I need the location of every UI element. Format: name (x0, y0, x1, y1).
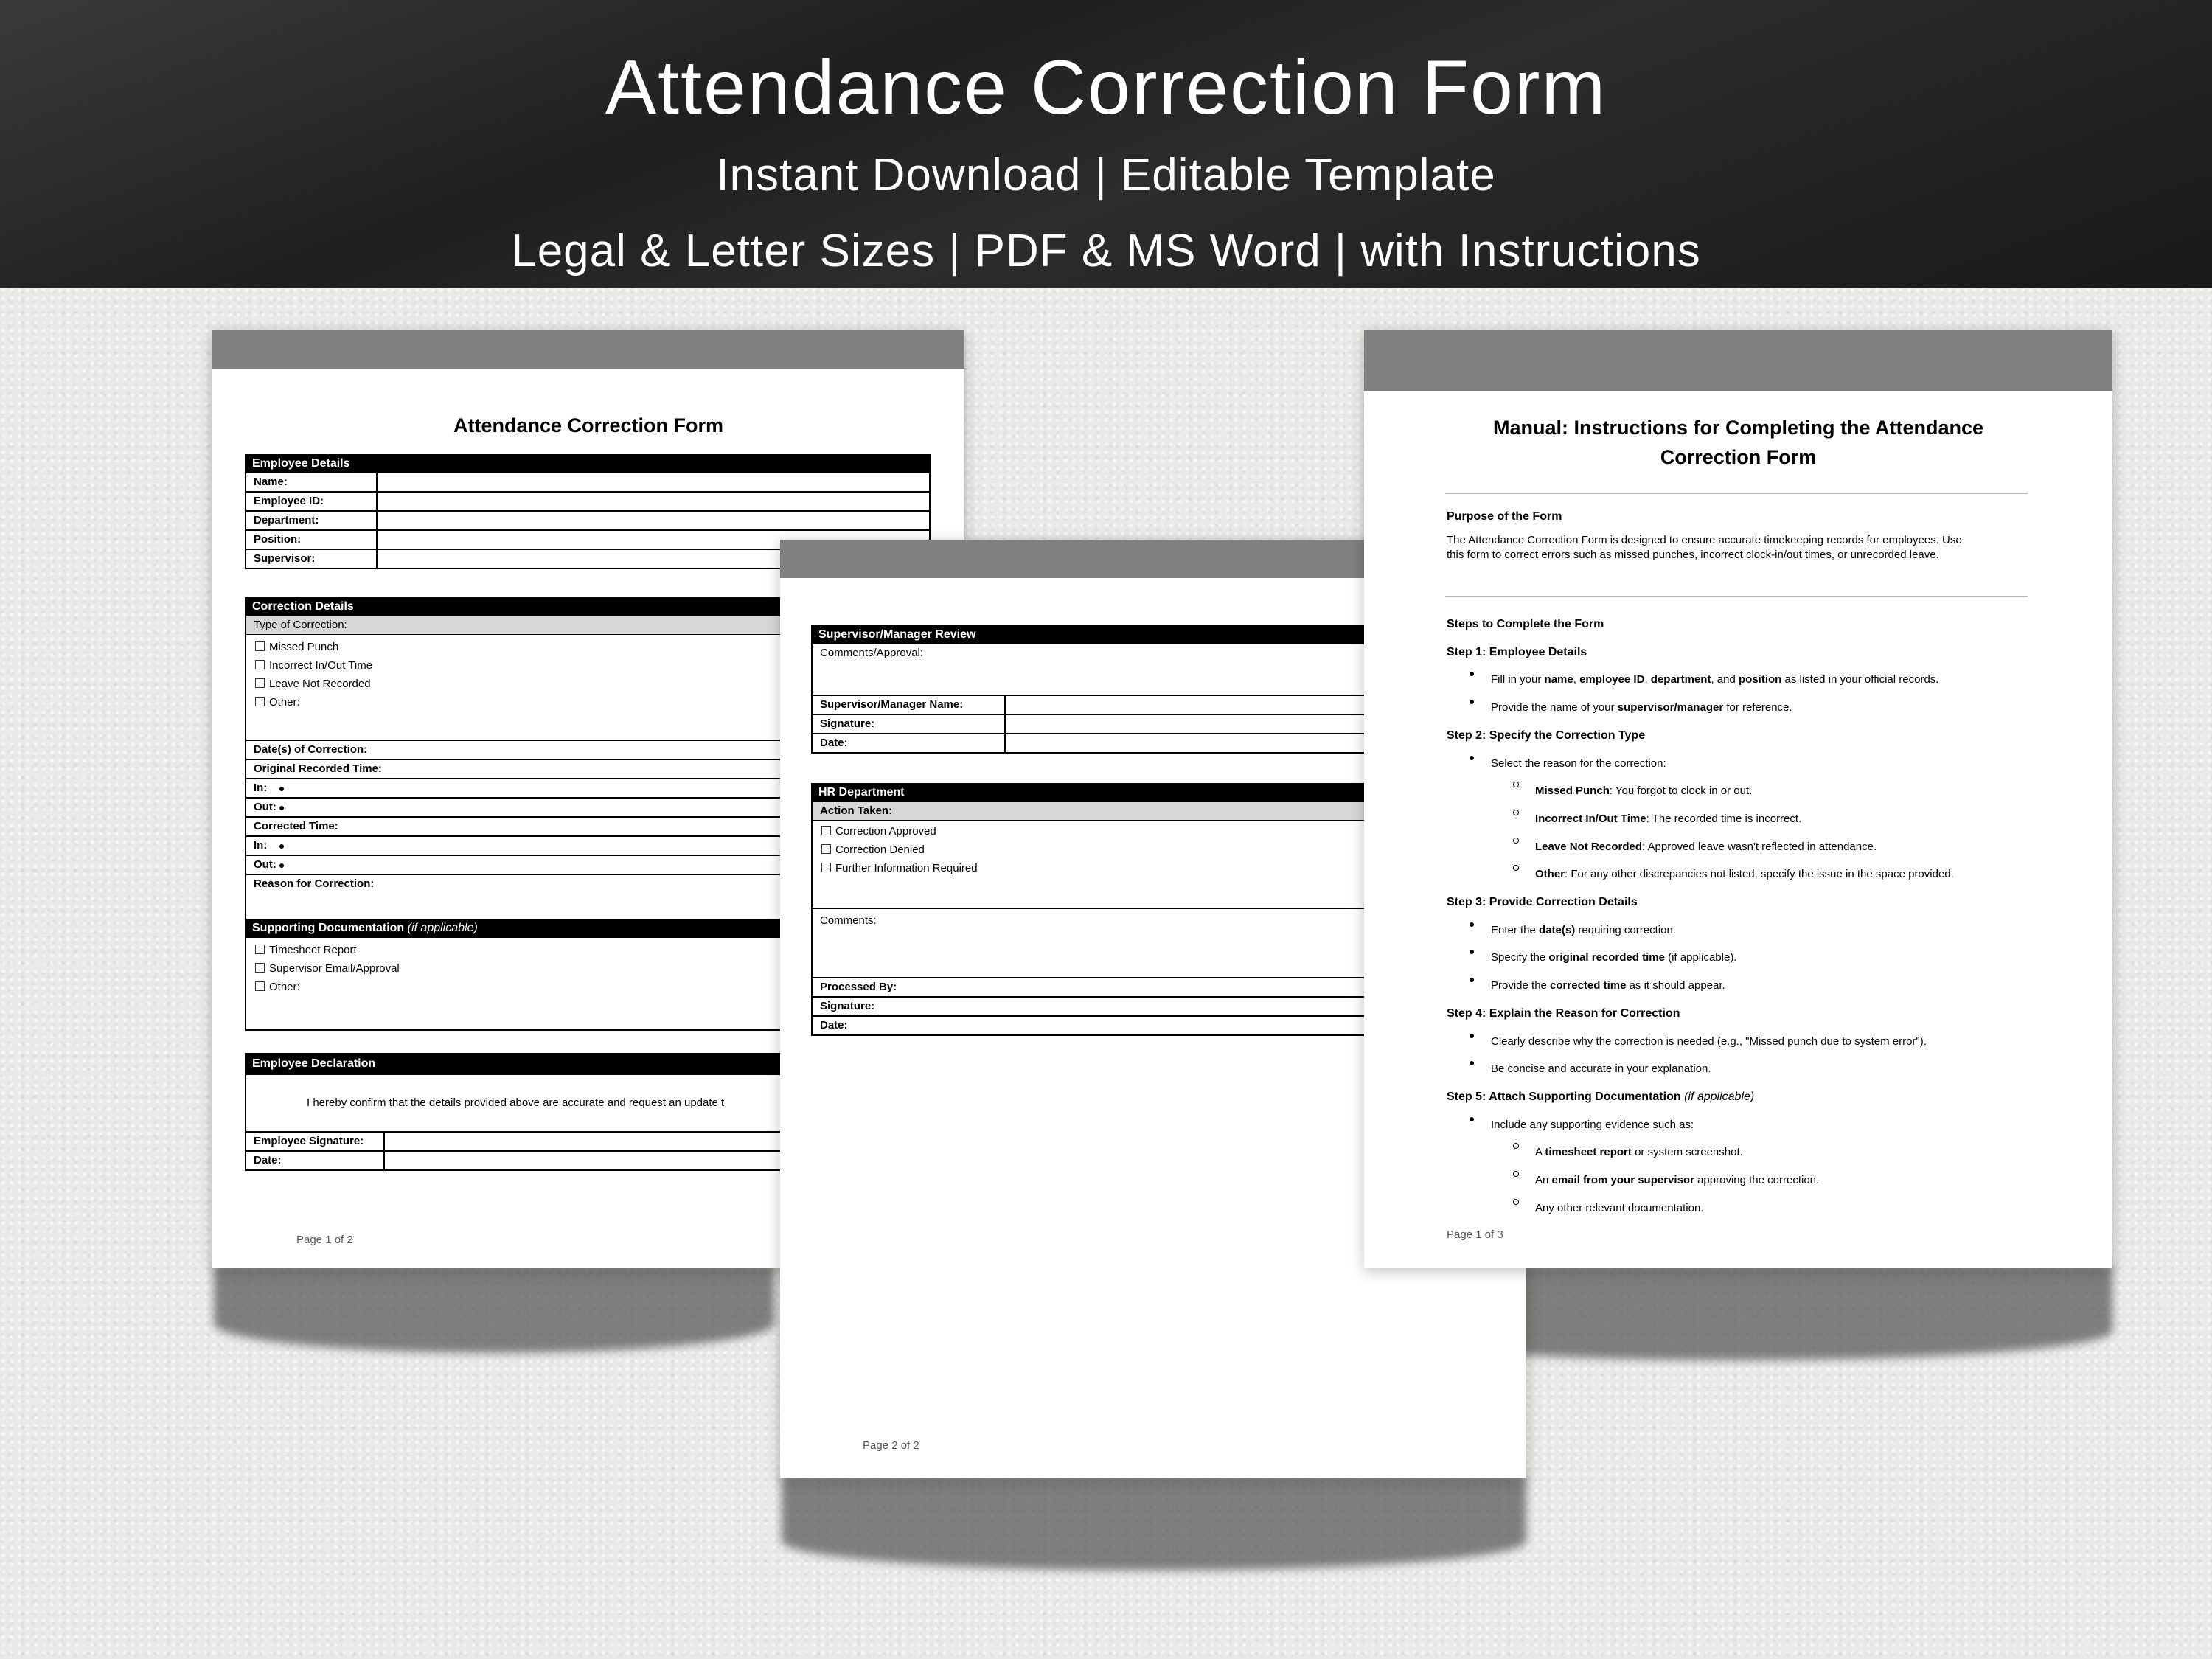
banner-subtitle-1: Instant Download | Editable Template (716, 150, 1496, 201)
checkbox-missed-punch[interactable]: Missed Punch (246, 638, 929, 656)
divider (1445, 493, 2028, 494)
step-5-option: An email from your supervisor approving the correction. (1447, 1166, 2081, 1194)
employee-id-field[interactable] (378, 493, 929, 510)
manual-page (1364, 330, 2112, 1268)
step-5-option: A timesheet report or system screenshot. (1447, 1138, 2081, 1166)
field-label-supervisor: Supervisor: (246, 550, 378, 568)
manual-title (1364, 413, 2112, 472)
corrected-time-label: Corrected Time: (254, 820, 338, 832)
manual-title-line-1: Manual: Instructions for Completing the Attendance (1492, 417, 1984, 439)
corrected-out-label: Out: (246, 856, 276, 874)
dates-of-correction-label: Date(s) of Correction: (254, 743, 368, 756)
page2-shadow (782, 1475, 1526, 1571)
page1-shadow (214, 1265, 774, 1353)
step-2-heading: Step 2: Specify the Correction Type (1447, 728, 1646, 742)
processed-by-label: Processed By: (820, 981, 897, 993)
corrected-in-label: In: (246, 837, 267, 855)
purpose-line-2: this form to correct errors such as missed punches, incorrect clock-in/out times, or unrecorded leave. (1447, 549, 1939, 561)
field-label-name: Name: (246, 473, 378, 491)
page-header-band (212, 330, 964, 369)
divider (1445, 596, 2028, 597)
reason-for-correction-field[interactable]: Reason for Correction: (254, 877, 375, 890)
declaration-date-label: Date: (246, 1152, 385, 1169)
step-2-option: Other: For any other discrepancies not listed, specify the issue in the space provided. (1447, 860, 2081, 888)
section-header: Employee Declaration (245, 1053, 931, 1075)
step-4-heading: Step 4: Explain the Reason for Correction (1447, 1006, 1680, 1020)
checkbox-incorrect-time[interactable]: Incorrect In/Out Time (246, 656, 929, 675)
step-1-bullet: Provide the name of your supervisor/manager for reference. (1447, 694, 2081, 722)
step-2-bullet: Select the reason for the correction: (1447, 750, 2081, 778)
review-comments-field[interactable]: Comments/Approval: (813, 644, 1510, 696)
step-3-bullet: Provide the corrected time as it should appear. (1447, 972, 2081, 1000)
step-3-bullet: Specify the original recorded time (if applicable). (1447, 944, 2081, 972)
checkbox-correction-approved[interactable]: Correction Approved (813, 822, 1510, 841)
page-header-band (1364, 330, 2112, 391)
original-time-label: Original Recorded Time: (254, 762, 382, 775)
purpose-block (1447, 509, 2037, 563)
step-4-bullet: Be concise and accurate in your explanation. (1447, 1055, 2081, 1083)
type-of-correction-label: Type of Correction: (246, 616, 929, 635)
field-label-department: Department: (246, 512, 378, 529)
section-header: Correction Details (245, 597, 931, 616)
step-2-option: Leave Not Recorded: Approved leave wasn't reflected in attendance. (1447, 833, 2081, 861)
steps-heading: Steps to Complete the Form (1447, 618, 1604, 630)
section-header: Supporting Documentation (if applicable) (245, 919, 931, 938)
supervisor-name-label: Supervisor/Manager Name: (813, 696, 1006, 714)
step-1-bullet: Fill in your name, employee ID, department, and position as listed in your official records. (1447, 666, 2081, 694)
banner (0, 0, 2212, 288)
checkbox-further-info[interactable]: Further Information Required (813, 859, 1510, 877)
step-2-option: Missed Punch: You forgot to clock in or out. (1447, 777, 2081, 805)
hr-comments-field[interactable]: Comments: (813, 909, 1510, 978)
action-taken-label: Action Taken: (813, 802, 1510, 821)
checkbox-other[interactable]: Other: (246, 693, 929, 712)
hr-date-label: Date: (820, 1019, 848, 1032)
purpose-heading: Purpose of the Form (1447, 510, 1562, 523)
name-field[interactable] (378, 473, 929, 491)
review-signature-label: Signature: (813, 715, 1006, 733)
checkbox-other-doc[interactable]: Other: (246, 978, 929, 996)
original-in-label: In: (246, 779, 267, 797)
banner-title: Attendance Correction Form (605, 45, 1607, 131)
original-out-label: Out: (246, 799, 276, 816)
checkbox-timesheet-report[interactable]: Timesheet Report (246, 941, 929, 959)
page-footer: Page 2 of 2 (863, 1439, 919, 1452)
hr-signature-label: Signature: (820, 1000, 875, 1012)
field-label-position: Position: (246, 531, 378, 549)
purpose-line-1: The Attendance Correction Form is designed to ensure accurate timekeeping records for employees. Use (1447, 534, 1962, 546)
page-footer: Page 1 of 3 (1447, 1228, 1503, 1241)
declaration-text: I hereby confirm that the details provided above are accurate and request an update t (246, 1075, 929, 1133)
page-footer: Page 1 of 2 (296, 1234, 353, 1246)
form-title: Attendance Correction Form (453, 414, 724, 437)
step-5-bullet: Include any supporting evidence such as: (1447, 1111, 2081, 1139)
section-header: Employee Details (245, 454, 931, 473)
step-1-heading: Step 1: Employee Details (1447, 645, 1587, 658)
step-2-option: Incorrect In/Out Time: The recorded time is incorrect. (1447, 805, 2081, 833)
employee-signature-label: Employee Signature: (246, 1133, 385, 1150)
field-label-employee-id: Employee ID: (246, 493, 378, 510)
step-3-heading: Step 3: Provide Correction Details (1447, 896, 1638, 909)
step-3-bullet: Enter the date(s) requiring correction. (1447, 917, 2081, 945)
step-4-bullet: Clearly describe why the correction is needed (e.g., "Missed punch due to system error"). (1447, 1028, 2081, 1056)
checkbox-correction-denied[interactable]: Correction Denied (813, 841, 1510, 859)
step-5-heading: Step 5: Attach Supporting Documentation (if applicable) (1447, 1090, 1755, 1103)
steps-block (1447, 611, 2081, 1222)
section-header: Supervisor/Manager Review (811, 625, 1512, 644)
section-header: HR Department (811, 783, 1512, 802)
banner-subtitle-2: Legal & Letter Sizes | PDF & MS Word | with Instructions (511, 226, 1701, 276)
manual-title-line-2: Correction Form (1660, 446, 1817, 468)
department-field[interactable] (378, 512, 929, 529)
review-date-label: Date: (813, 734, 1006, 752)
checkbox-leave-not-recorded[interactable]: Leave Not Recorded (246, 675, 929, 693)
step-5-option: Any other relevant documentation. (1447, 1194, 2081, 1222)
checkbox-supervisor-email[interactable]: Supervisor Email/Approval (246, 959, 929, 978)
